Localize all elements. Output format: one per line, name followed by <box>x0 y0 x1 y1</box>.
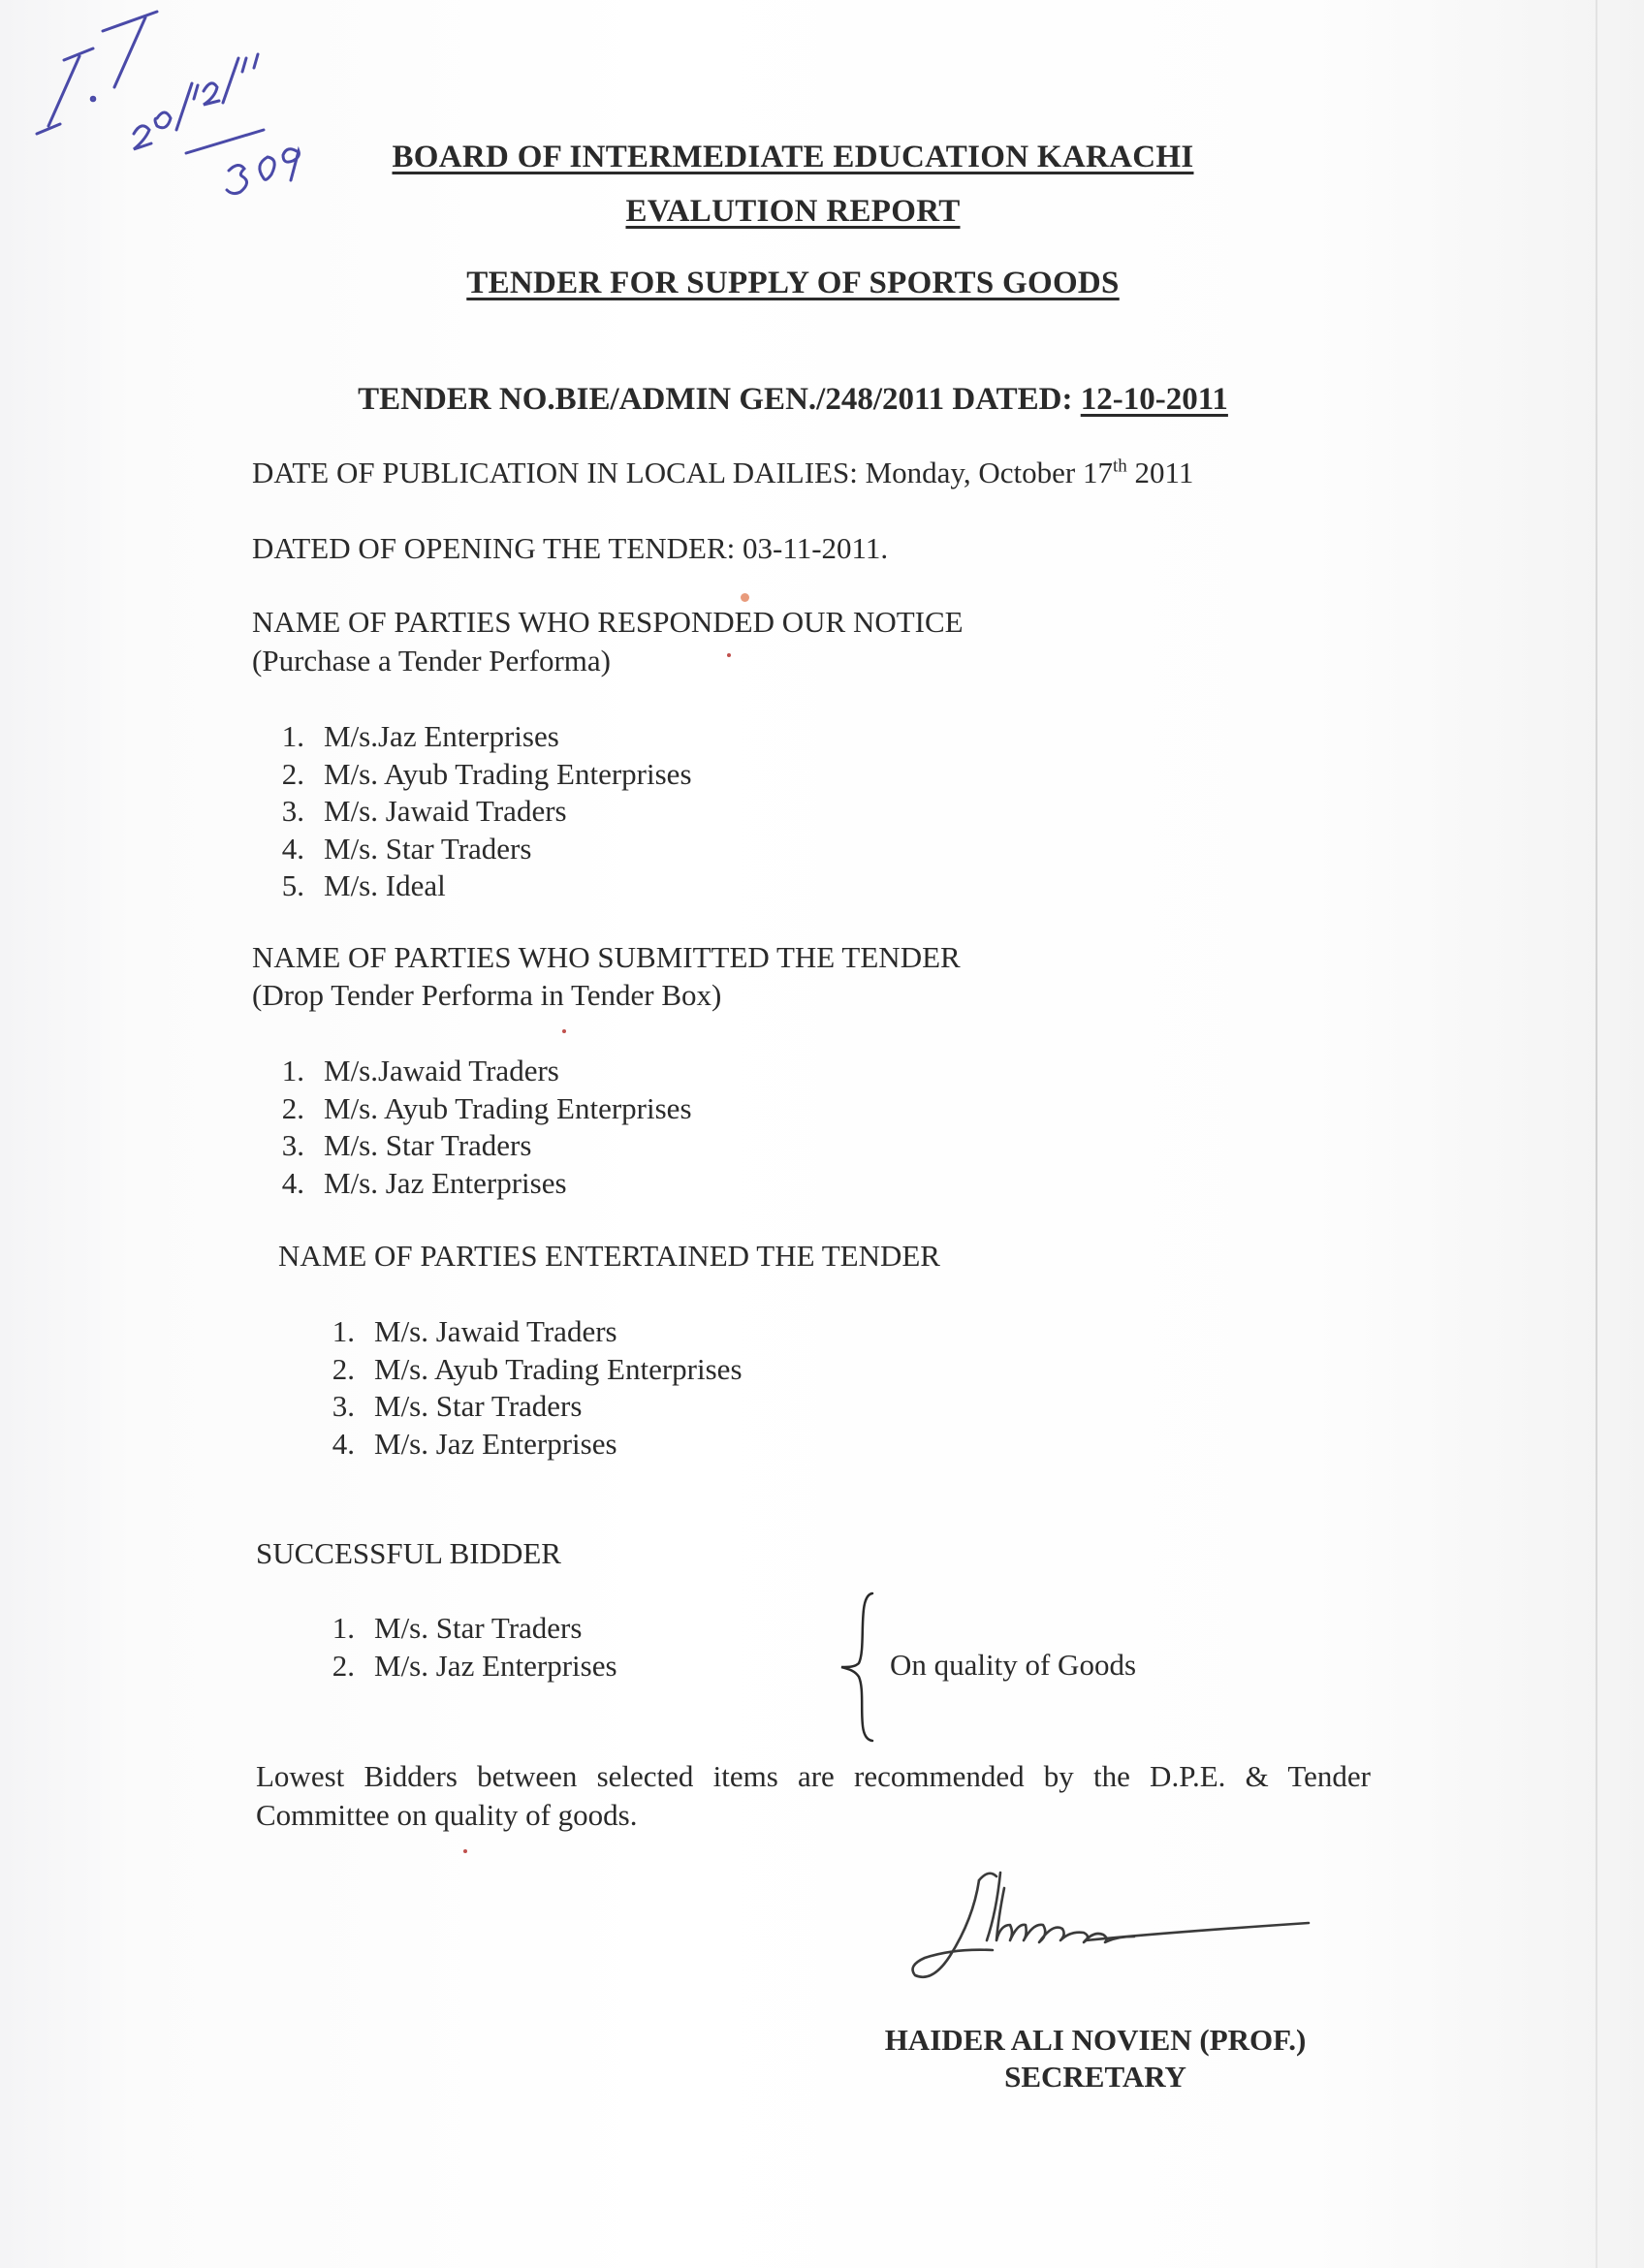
tender-number: TENDER NO.BIE/ADMIN GEN./248/2011 DATED: <box>358 382 1073 417</box>
scan-speck <box>727 653 731 657</box>
list-item: 4. M/s. Jaz Enterprises <box>332 1426 617 1461</box>
list-item: 1. M/s. Star Traders <box>332 1611 583 1645</box>
page-edge-shadow <box>1596 0 1597 2268</box>
list-item: 1. M/s.Jawaid Traders <box>281 1054 559 1087</box>
responded-title: NAME OF PARTIES WHO RESPONDED OUR NOTICE <box>252 605 964 639</box>
signature-image <box>911 1861 1328 1987</box>
publication-date: DATE OF PUBLICATION IN LOCAL DAILIES: Monday, October 17th 2011 <box>252 456 1194 489</box>
tender-date: 12-10-2011 <box>1080 382 1228 417</box>
submitted-subtitle: (Drop Tender Performa in Tender Box) <box>252 978 722 1012</box>
list-item: 1. M/s. Jawaid Traders <box>332 1314 617 1348</box>
successful-bidder-title: SUCCESSFUL BIDDER <box>256 1536 561 1570</box>
curly-brace-icon <box>834 1590 892 1745</box>
list-item: 4. M/s. Star Traders <box>281 831 532 866</box>
list-item: 2. M/s. Ayub Trading Enterprises <box>281 1090 692 1125</box>
quality-note: On quality of Goods <box>890 1648 1137 1682</box>
submitted-list <box>256 1053 692 1202</box>
scan-speck <box>562 1029 566 1033</box>
list-item: 2. M/s. Ayub Trading Enterprises <box>281 756 692 791</box>
opening-date: DATED OF OPENING THE TENDER: 03-11-2011. <box>252 531 889 565</box>
list-item: 4. M/s. Jaz Enterprises <box>281 1165 567 1200</box>
list-item: 2. M/s. Ayub Trading Enterprises <box>332 1351 743 1386</box>
successful-bidder-list <box>306 1610 617 1685</box>
submitted-title: NAME OF PARTIES WHO SUBMITTED THE TENDER <box>252 940 961 974</box>
list-item: 5. M/s. Ideal <box>281 868 446 902</box>
list-item: 3. M/s. Star Traders <box>332 1389 583 1423</box>
tender-subject: TENDER FOR SUPPLY OF SPORTS GOODS <box>466 266 1120 300</box>
organization-title: BOARD OF INTERMEDIATE EDUCATION KARACHI <box>392 140 1194 174</box>
list-item: 1. M/s.Jaz Enterprises <box>281 719 559 753</box>
list-item: 3. M/s. Jawaid Traders <box>281 794 567 828</box>
tender-number-line <box>0 382 1586 418</box>
list-item: 3. M/s. Star Traders <box>281 1128 532 1162</box>
ordinal-suffix: th <box>1113 456 1127 477</box>
responded-list <box>256 718 692 905</box>
signatory-name: HAIDER ALI NOVIEN (PROF.) <box>884 2023 1307 2057</box>
entertained-list <box>306 1313 743 1463</box>
entertained-title: NAME OF PARTIES ENTERTAINED THE TENDER <box>278 1239 940 1273</box>
recommendation-text: Lowest Bidders between selected items are recommended by the D.P.E. & Tender Committee on quality of goods. <box>256 1759 1371 1832</box>
signatory-title: SECRETARY <box>1004 2060 1186 2094</box>
report-title: EVALUTION REPORT <box>625 194 961 229</box>
scan-speck <box>741 593 749 602</box>
responded-subtitle: (Purchase a Tender Performa) <box>252 644 611 677</box>
list-item: 2. M/s. Jaz Enterprises <box>332 1648 617 1683</box>
scan-speck <box>463 1849 467 1853</box>
